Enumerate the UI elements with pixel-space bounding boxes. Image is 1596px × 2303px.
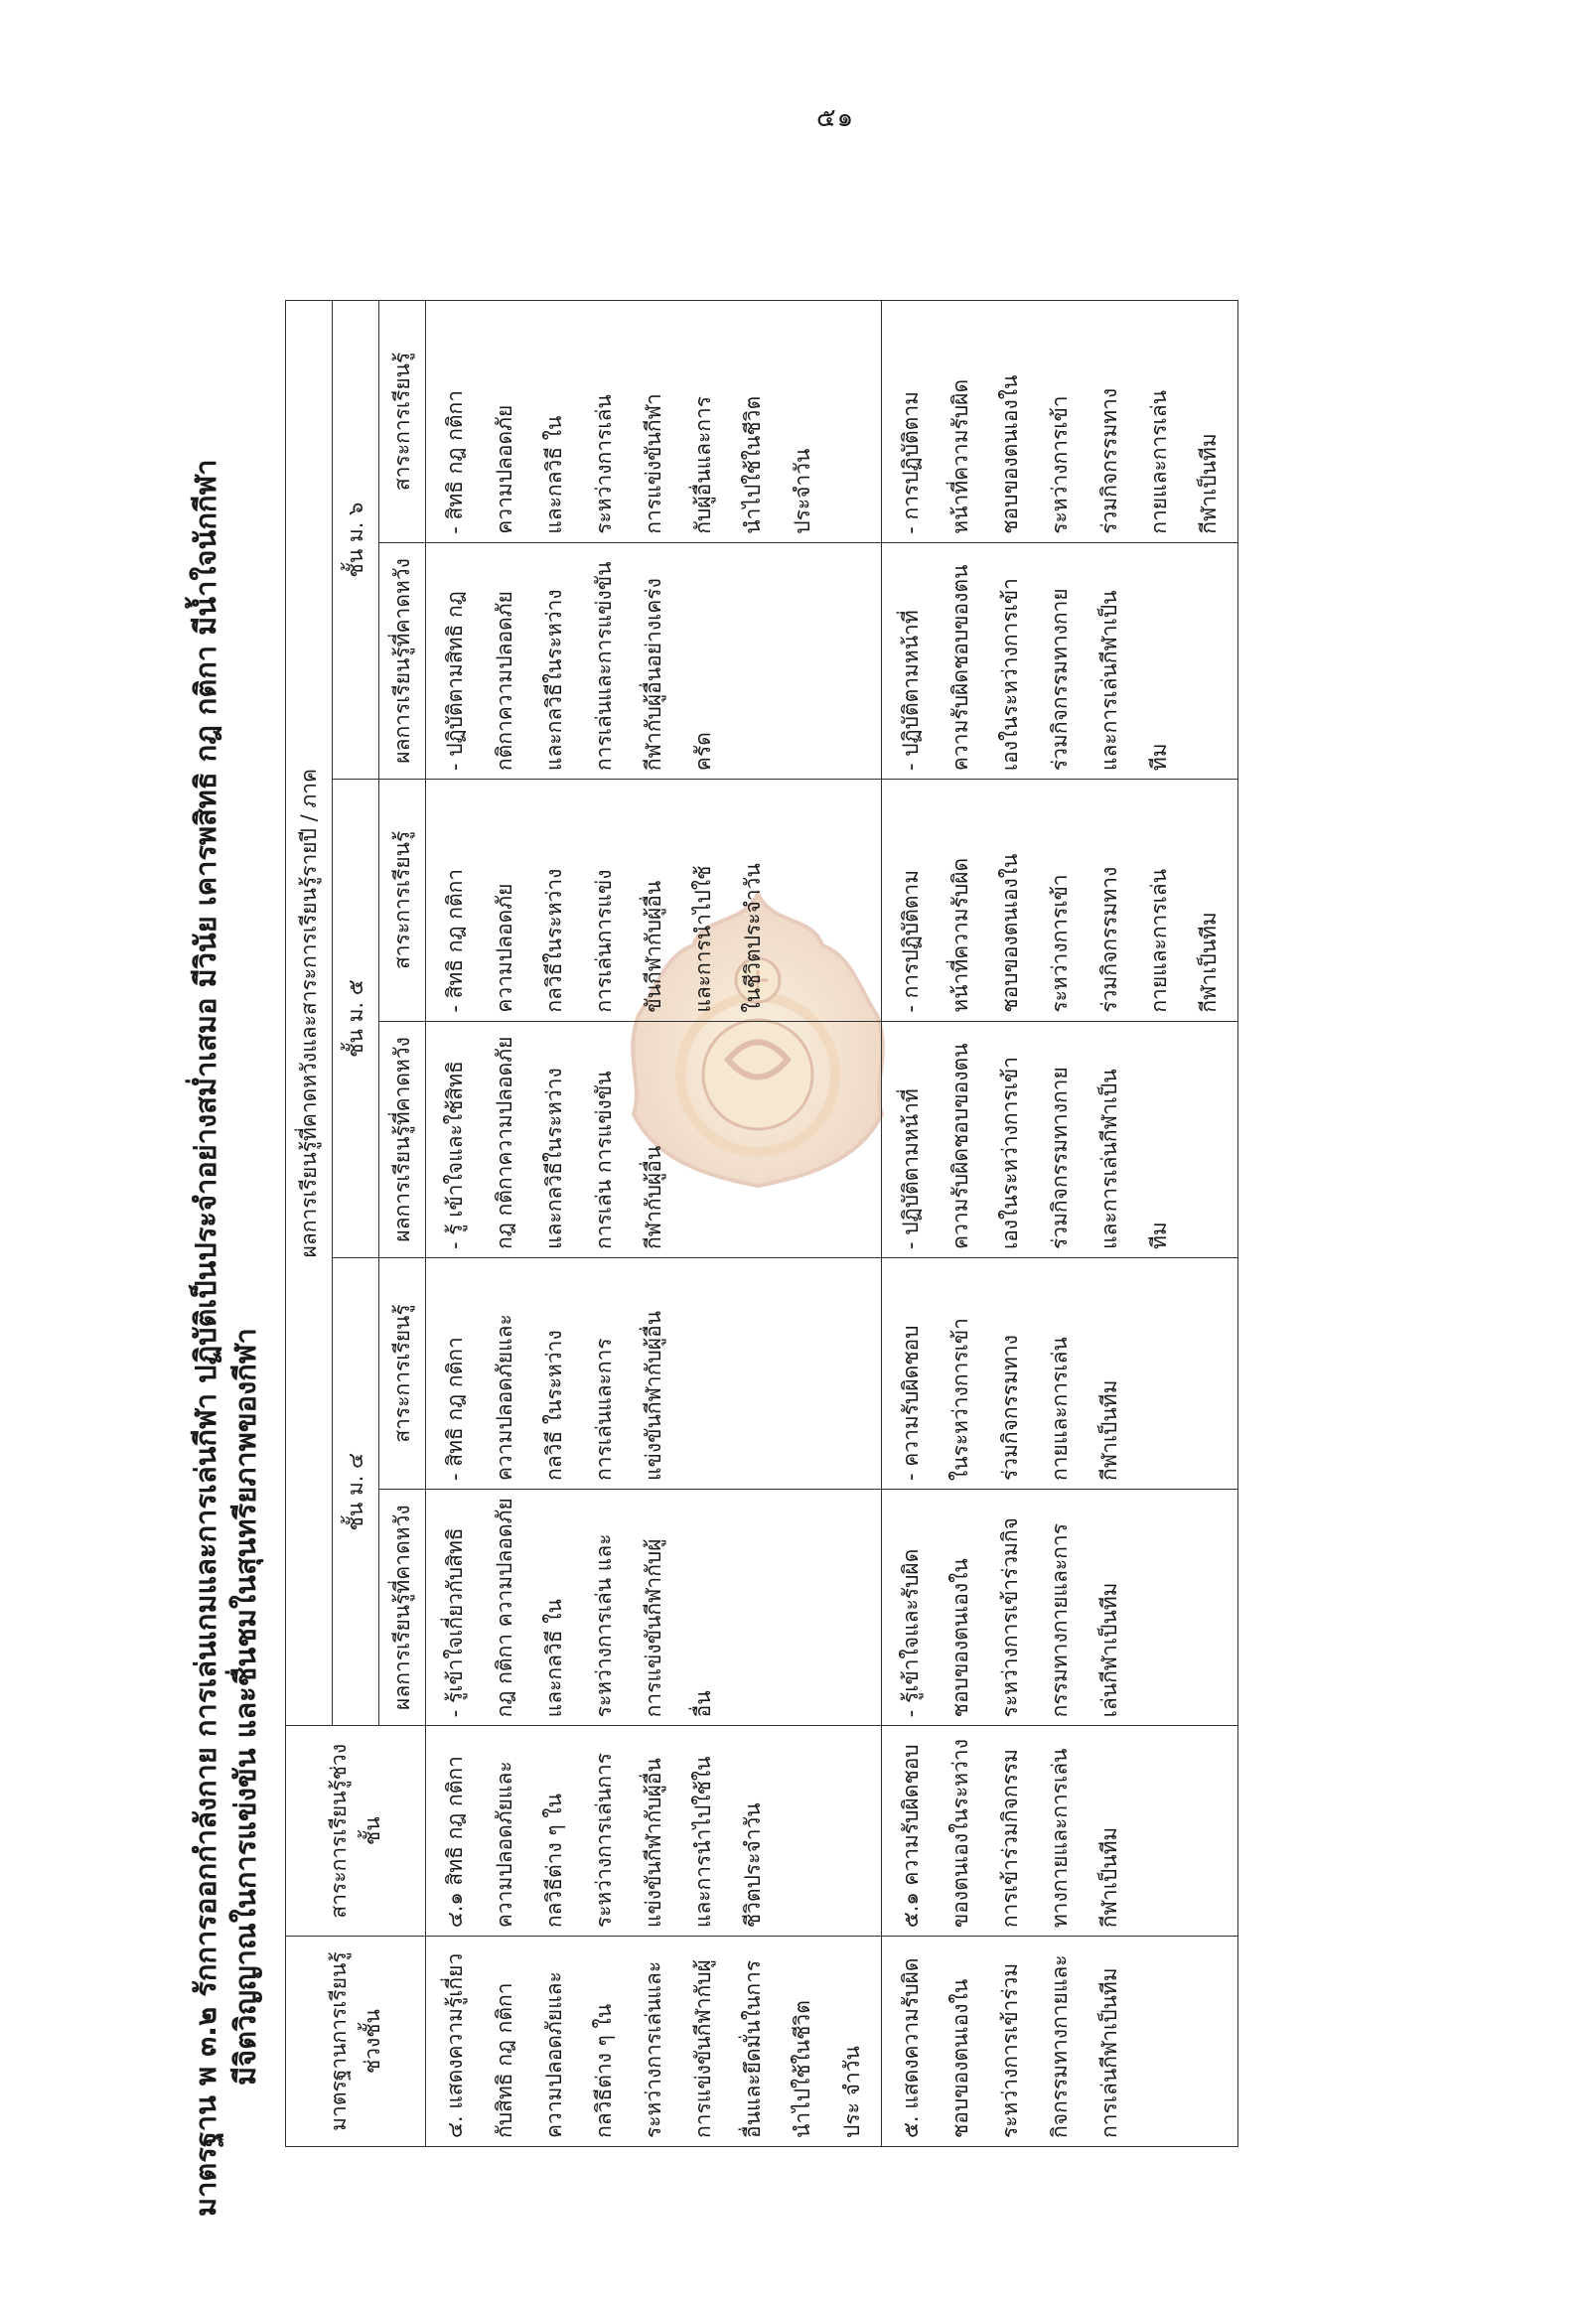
cell-line: กิจกรรมทางกายและ — [1048, 1954, 1072, 2138]
cell-line: ชอบของตนเองใน — [948, 1558, 972, 1718]
cell-m4-expected — [426, 1490, 882, 1726]
cell-line: ร่วมกิจกรรมทาง — [998, 1335, 1022, 1481]
cell-line: ระหว่างการเล่นการ — [592, 1752, 616, 1929]
cell-m4-content — [426, 1257, 882, 1489]
heading-line-2: มีจิตวิญญาณในการแข่งขัน และชื่นชมในสุนทรียภาพของกีฬา — [228, 1328, 262, 2086]
cell-line: กติกาความปลอดภัย — [493, 591, 516, 772]
cell-line: ระหว่างการเข้า — [1048, 395, 1072, 534]
cell-line: ระหว่างการเล่น และ — [592, 1533, 616, 1718]
cell-line: กลวิธีในระหว่าง — [542, 868, 566, 1013]
header-m4-content: สาระการเรียนรู้ — [379, 1257, 426, 1489]
cell-line: เองในระหว่างการเข้า — [998, 1056, 1022, 1249]
page-number: ๕๑ — [816, 103, 855, 133]
cell-line: กีฬาเป็นทีม — [1197, 912, 1221, 1013]
cell-line: ความรับผิดชอบของตน — [948, 564, 972, 772]
cell-m5-content — [426, 780, 882, 1022]
cell-line: กฎ กติกา ความปลอดภัย — [493, 1498, 516, 1718]
cell-line: กลวิธีต่าง ๆ ใน — [592, 2003, 616, 2138]
cell-line: และกลวิธี ใน — [542, 415, 566, 534]
cell-line: ความรับผิดชอบของตน — [948, 1043, 972, 1249]
table-row — [882, 301, 1238, 2147]
cell-line: การเล่น การแข่งขัน — [592, 1071, 616, 1249]
cell-line: ระหว่างการเข้า — [1048, 874, 1072, 1013]
cell-line: ในชีวิตประจำวัน — [741, 863, 765, 1013]
cell-line: ชอบของตนเองใน — [948, 1978, 972, 2138]
cell-line: แข่งขันกีฬากับผู้อื่น — [642, 1310, 665, 1481]
cell-line: และการเล่นกีฬาเป็น — [1097, 1069, 1121, 1249]
cell-m6-content — [882, 301, 1238, 543]
header-standard: มาตรฐานการเรียนรู้ช่วงชั้น — [286, 1937, 426, 2147]
cell-line: กีฬากับผู้อื่น — [642, 1145, 665, 1249]
cell-m4-expected — [882, 1490, 1238, 1726]
cell-line: ขันกีฬากับผู้อื่น — [642, 880, 665, 1013]
cell-line: ร่วมกิจกรรมทางกาย — [1048, 588, 1072, 772]
cell-line: กับสิทธิ กฎ กติกา — [493, 1982, 516, 2138]
cell-line: ๔. แสดงความรู้เกี่ยว — [443, 1952, 467, 2138]
cell-line: และการเล่นกีฬาเป็น — [1097, 590, 1121, 772]
cell-line: ประจำวัน — [791, 448, 814, 534]
cell-standard — [882, 1937, 1238, 2147]
cell-line: การเล่นและการแข่งขัน — [592, 561, 616, 772]
cell-line: ทีม — [1147, 1222, 1171, 1249]
cell-line: กายและการเล่น — [1147, 390, 1171, 534]
cell-line: ความปลอดภัย — [493, 404, 516, 534]
header-m4: ชั้น ม. ๔ — [333, 1257, 379, 1725]
cell-line: อื่น — [691, 1690, 715, 1718]
cell-line: ครัด — [691, 732, 715, 772]
cell-line: ชอบของตนเองใน — [998, 374, 1022, 534]
cell-line: - สิทธิ กฎ กติกา — [443, 389, 467, 534]
cell-line: กีฬาเป็นทีม — [1097, 1379, 1121, 1481]
cell-line: ชอบของตนเองใน — [998, 853, 1022, 1013]
cell-content — [426, 1726, 882, 1937]
cell-line: ความปลอดภัยและ — [542, 1971, 566, 2138]
page-heading — [186, 230, 265, 2217]
cell-line: การแข่งขันกีฬากับผู้ — [642, 1538, 665, 1718]
cell-line: การแข่งขันกีฬา — [642, 393, 665, 534]
cell-line: กีฬากับผู้อื่นอย่างเคร่ง — [642, 578, 665, 772]
cell-line: ร่วมกิจกรรมทาง — [1097, 866, 1121, 1013]
cell-line: หน้าที่ความรับผิด — [948, 378, 972, 534]
cell-line: ระหว่างการเข้าร่วม — [998, 1962, 1022, 2138]
cell-line: แข่งขันกีฬากับผู้อื่น — [642, 1758, 665, 1929]
header-m6-expected: ผลการเรียนรู้ที่คาดหวัง — [379, 542, 426, 779]
cell-line: - รู้ เข้าใจและใช้สิทธิ — [443, 1061, 467, 1249]
cell-m6-expected — [882, 542, 1238, 779]
cell-line: ๕.๑ ความรับผิดชอบ — [899, 1744, 923, 1929]
cell-line: และกลวิธีในระหว่าง — [542, 589, 566, 772]
cell-line: - การปฏิบัติตาม — [899, 869, 923, 1013]
cell-line: กลวิธีต่าง ๆ ใน — [542, 1794, 566, 1929]
cell-line: ความปลอดภัยและ — [493, 1761, 516, 1929]
table-body — [426, 301, 1238, 2147]
cell-line: การเข้าร่วมกิจกรรม — [998, 1748, 1022, 1929]
cell-line: เองในระหว่างการเข้า — [998, 578, 1022, 772]
cell-line: การเล่นการแข่ง — [592, 869, 616, 1013]
cell-line: ความปลอดภัยและ — [493, 1314, 516, 1481]
header-m5-expected: ผลการเรียนรู้ที่คาดหวัง — [379, 1021, 426, 1257]
rotated-page-content — [186, 230, 1318, 2217]
table-row — [426, 301, 882, 2147]
cell-line: เล่นกีฬาเป็นทีม — [1097, 1582, 1121, 1718]
cell-line: กลวิธี ในระหว่าง — [542, 1330, 566, 1481]
cell-line: กายและการเล่น — [1048, 1337, 1072, 1481]
cell-line: และกลวิธีในระหว่าง — [542, 1068, 566, 1249]
cell-line: อื่นและยึดมั่นในการ — [741, 1959, 765, 2138]
header-m6-content: สาระการเรียนรู้ — [379, 301, 426, 543]
cell-line: ร่วมกิจกรรมทางกาย — [1048, 1067, 1072, 1249]
cell-line: ๔.๑ สิทธิ กฎ กติกา — [443, 1756, 467, 1929]
cell-standard — [426, 1937, 882, 2147]
cell-m6-content — [426, 301, 882, 543]
cell-line: กรรมทางกายและการ — [1048, 1523, 1072, 1718]
cell-line: ความปลอดภัย — [493, 883, 516, 1013]
cell-line: นำไปใช้ในชีวิต — [791, 2000, 814, 2138]
heading-line-1: มาตรฐาน พ ๓.๒ รักการออกกำลังกาย การเล่นเกมและการเล่นกีฬา ปฏิบัติเป็นประจำอย่างสม่ำเสมอ มีวินัย เคารพสิทธิ กฎ กติกา มีน้ำใจนักกีฬา — [189, 459, 222, 2217]
cell-line: - การปฏิบัติตาม — [899, 391, 923, 534]
cell-content — [882, 1726, 1238, 1937]
header-content: สาระการเรียนรู้ช่วงชั้น — [286, 1726, 426, 1937]
cell-line: ๕. แสดงความรับผิด — [899, 1957, 923, 2138]
cell-line: กีฬาเป็นทีม — [1197, 433, 1221, 534]
header-m5: ชั้น ม. ๕ — [333, 780, 379, 1258]
curriculum-table — [285, 300, 1238, 2147]
header-m4-expected: ผลการเรียนรู้ที่คาดหวัง — [379, 1490, 426, 1726]
cell-line: ระหว่างการเข้าร่วมกิจ — [998, 1517, 1022, 1718]
cell-line: ทางกายและการเล่น — [1048, 1748, 1072, 1929]
cell-line: กีฬาเป็นทีม — [1097, 1826, 1121, 1929]
cell-m6-expected — [426, 542, 882, 779]
header-group: ผลการเรียนรู้ที่คาดหวังและสาระการเรียนรู้รายปี / ภาค — [286, 301, 333, 1726]
cell-line: ระหว่างการเล่นและ — [642, 1960, 665, 2138]
cell-line: ร่วมกิจกรรมทาง — [1097, 387, 1121, 534]
cell-line: - รู้เข้าใจและรับผิด — [899, 1548, 923, 1718]
cell-m5-content — [882, 780, 1238, 1022]
cell-line: - รู้เข้าใจเกี่ยวกับสิทธิ — [443, 1527, 467, 1718]
header-m6: ชั้น ม. ๖ — [333, 301, 379, 780]
cell-line: - ปฏิบัติตามสิทธิ กฎ — [443, 591, 467, 772]
cell-line: - สิทธิ กฎ กติกา — [443, 868, 467, 1013]
cell-line: นำไปใช้ในชีวิต — [741, 395, 765, 534]
cell-line: และกลวิธี ใน — [542, 1599, 566, 1718]
cell-line: กฎ กติกาความปลอดภัย — [493, 1036, 516, 1249]
cell-line: ชีวิตประจำวัน — [741, 1802, 765, 1929]
header-m5-content: สาระการเรียนรู้ — [379, 780, 426, 1022]
cell-line: ระหว่างการเล่น — [592, 394, 616, 534]
cell-m5-expected — [882, 1021, 1238, 1257]
cell-line: ของตนเองในระหว่าง — [948, 1739, 972, 1929]
cell-line: และการนำไปใช้ใน — [691, 1756, 715, 1929]
cell-line: และการนำไปใช้ — [691, 865, 715, 1013]
cell-line: การเล่นกีฬาเป็นทีม — [1097, 1967, 1121, 2138]
cell-line: หน้าที่ความรับผิด — [948, 857, 972, 1013]
cell-line: การเล่นและการ — [592, 1338, 616, 1481]
cell-line: ประ จำวัน — [840, 2046, 864, 2138]
cell-line: การแข่งขันกีฬากับผู้ — [691, 1959, 715, 2138]
cell-m4-content — [882, 1257, 1238, 1489]
cell-line: - สิทธิ กฎ กติกา — [443, 1337, 467, 1481]
cell-line: - ปฏิบัติตามหน้าที่ — [899, 610, 923, 772]
cell-line: - ความรับผิดชอบ — [899, 1325, 923, 1481]
cell-line: กายและการเล่น — [1147, 868, 1171, 1013]
cell-line: ทีม — [1147, 743, 1171, 772]
cell-line: ในระหว่างการเข้า — [948, 1318, 972, 1481]
cell-m5-expected — [426, 1021, 882, 1257]
cell-line: กับผู้อื่นและการ — [691, 395, 715, 534]
cell-line: - ปฏิบัติตามหน้าที่ — [899, 1088, 923, 1249]
